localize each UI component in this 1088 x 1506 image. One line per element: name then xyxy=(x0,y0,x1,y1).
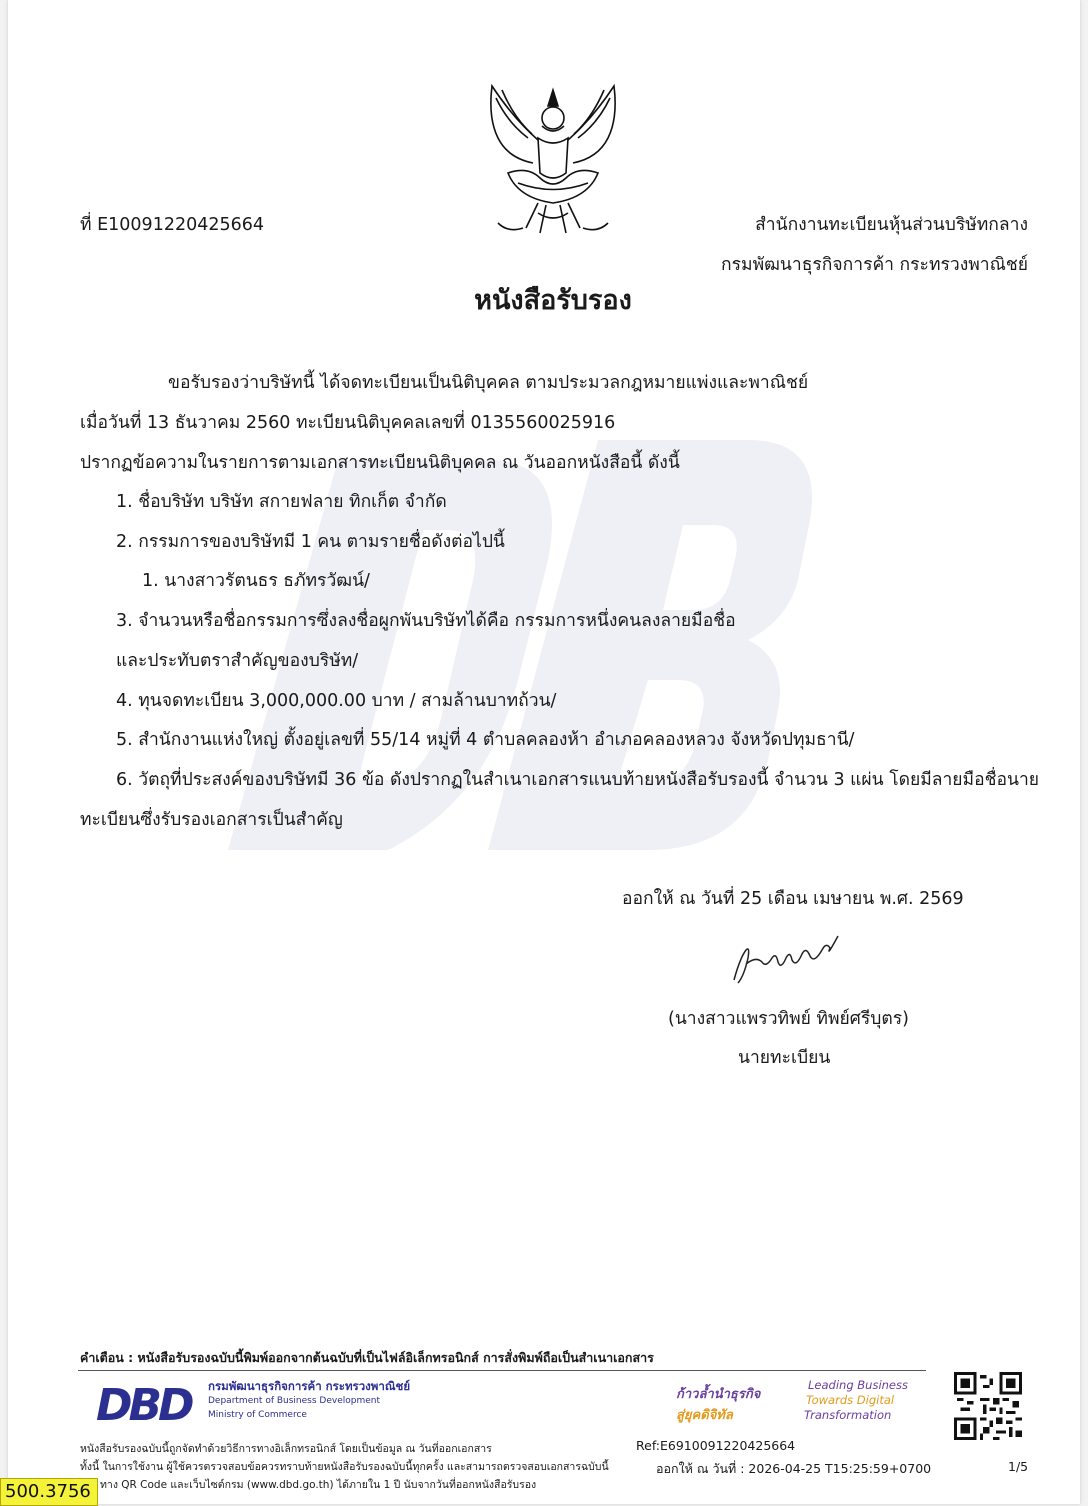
qr-code-icon[interactable] xyxy=(954,1372,1022,1440)
slogan-th-1: ก้าวล้ำนำธุรกิจ xyxy=(676,1387,761,1402)
slogan-th-2: สู่ยุคดิจิทัล xyxy=(676,1408,733,1423)
item-capital: 4. ทุนจดทะเบียน 3,000,000.00 บาท / สามล้านบาทถ้วน/ xyxy=(116,691,557,711)
slogan-en-1: Leading Business xyxy=(808,1378,908,1392)
garuda-emblem-icon xyxy=(478,78,628,243)
item-director-1: 1. นางสาวรัตนธร ธภัทรวัฒน์/ xyxy=(142,571,370,591)
footer-warning: คำเตือน : หนังสือรับรองฉบับนี้พิมพ์ออกจากต้นฉบับที่เป็นไฟล์อิเล็กทรอนิกส์ การสั่งพิมพ์ถือเป็นสำเนาเอกสาร xyxy=(80,1350,654,1365)
footer-note-1: หนังสือรับรองฉบับนี้ถูกจัดทำด้วยวิธีการทางอิเล็กทรอนิกส์ โดยเป็นข้อมูล ณ วันที่ออกเอกสาร xyxy=(80,1443,492,1455)
item-company-name: 1. ชื่อบริษัท บริษัท สกายฟลาย ทิกเก็ต จำกัด xyxy=(116,492,447,512)
footer-issued-at: ออกให้ ณ วันที่ : 2026-04-25 T15:25:59+0700 xyxy=(656,1461,932,1476)
signer-position: นายทะเบียน xyxy=(738,1048,831,1068)
intro-line-1: ขอรับรองว่าบริษัทนี้ ได้จดทะเบียนเป็นนิติบุคคล ตามประมวลกฎหมายแพ่งและพาณิชย์ xyxy=(168,373,809,393)
item-objectives: 6. วัตถุที่ประสงค์ของบริษัทมี 36 ข้อ ดังปรากฏในสำเนาเอกสารแนบท้ายหนังสือรับรองนี้ จำนวน 3 แผ่น โดยมีลายมือชื่อนาย xyxy=(116,770,1040,790)
slogan-en-2: Towards Digital xyxy=(806,1393,895,1407)
item-head-office: 5. สำนักงานแห่งใหญ่ ตั้งอยู่เลขที่ 55/14 หมู่ที่ 4 ตำบลคลองห้า อำเภอคลองหลวง จังหวัดปทุมธานี/ xyxy=(116,730,855,750)
signer-name: (นางสาวแพรวทิพย์ ทิพย์ศรีบุตร) xyxy=(668,1009,909,1029)
footer-reference: Ref:E6910091220425664 xyxy=(636,1438,796,1453)
office-name: สำนักงานทะเบียนหุ้นส่วนบริษัทกลาง xyxy=(755,215,1028,235)
intro-line-3: ปรากฏข้อความในรายการตามเอกสารทะเบียนนิติบุคคล ณ วันออกหนังสือนี้ ดังนี้ xyxy=(80,453,680,473)
footer-note-3: ทาง QR Code และเว็บไซต์กรม (www.dbd.go.th) ได้ภายใน 1 ปี นับจากวันที่ออกหนังสือรับรอง xyxy=(100,1479,537,1491)
footer-org-en-2: Ministry of Commerce xyxy=(208,1410,307,1420)
intro-line-2: เมื่อวันที่ 13 ธันวาคม 2560 ทะเบียนนิติบุคคลเลขที่ 0135560025916 xyxy=(80,413,616,433)
item-directors: 2. กรรมการของบริษัทมี 1 คน ตามรายชื่อดังต่อไปนี้ xyxy=(116,532,505,552)
slogan-en-3: Transformation xyxy=(804,1408,892,1422)
item-signing-authority: 3. จำนวนหรือชื่อกรรมการซึ่งลงชื่อผูกพันบริษัทได้คือ กรรมการหนึ่งคนลงลายมือชื่อ xyxy=(116,611,736,631)
amount-highlight: 500.3756 xyxy=(0,1478,98,1506)
footer-org-en-1: Department of Business Development xyxy=(208,1396,380,1406)
svg-text:DBD: DBD xyxy=(96,1380,191,1426)
handwritten-signature-icon xyxy=(726,928,846,988)
issue-date: ออกให้ ณ วันที่ 25 เดือน เมษายน พ.ศ. 2569 xyxy=(622,889,964,909)
item-objectives-cont: ทะเบียนซึ่งรับรองเอกสารเป็นสำคัญ xyxy=(80,810,343,830)
certificate-page xyxy=(8,0,1080,1504)
footer-note-2: ทั้งนี้ ในการใช้งาน ผู้ใช้ควรตรวจสอบข้อควรทราบท้ายหนังสือรับรองฉบับนี้ทุกครั้ง และสามารถตรวจสอบเอกสารฉบับนี้ xyxy=(80,1461,609,1473)
footer-page-number: 1/5 xyxy=(1008,1459,1029,1474)
document-title: หนังสือรับรอง xyxy=(474,285,632,316)
document-number: ที่ E10091220425664 xyxy=(80,215,265,235)
dbd-logo-icon xyxy=(94,1378,204,1426)
footer-divider xyxy=(78,1370,926,1371)
department-name: กรมพัฒนาธุรกิจการค้า กระทรวงพาณิชย์ xyxy=(721,255,1028,275)
item-signing-authority-cont: และประทับตราสำคัญของบริษัท/ xyxy=(116,651,359,671)
footer-org-th: กรมพัฒนาธุรกิจการค้า กระทรวงพาณิชย์ xyxy=(208,1379,411,1393)
